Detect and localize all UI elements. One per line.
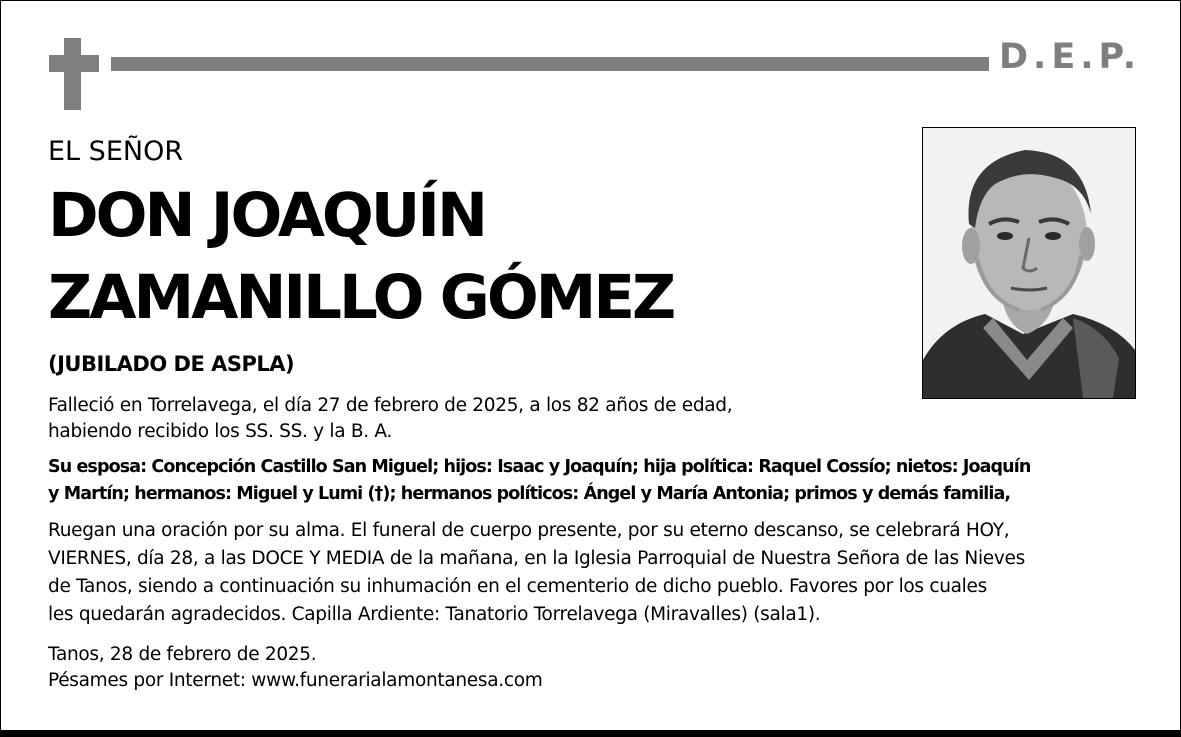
- funeral-line: les quedarán agradecidos. Capilla Ardiente: Tanatorio Torrelavega (Miravalles) (sala1).: [48, 604, 821, 625]
- death-paragraph: [48, 393, 732, 445]
- funeral-line: Ruegan una oración por su alma. El funeral de cuerpo presente, por su eterno descanso, se celebrará HOY,: [48, 520, 1010, 541]
- family-paragraph: [48, 454, 1030, 508]
- footer-paragraph: [48, 642, 542, 694]
- deceased-role: (JUBILADO DE ASPLA): [48, 352, 295, 376]
- portrait-photo: [922, 127, 1136, 399]
- death-line: Falleció en Torrelavega, el día 27 de febrero de 2025, a los 82 años de edad,: [48, 395, 733, 416]
- honorific: EL SEÑOR: [48, 136, 184, 167]
- dep-label: D.E.P.: [999, 37, 1142, 77]
- deceased-name-line2: ZAMANILLO GÓMEZ: [48, 262, 674, 333]
- place-date-line: Tanos, 28 de febrero de 2025.: [48, 644, 317, 665]
- deceased-name-line1: DON JOAQUÍN: [48, 180, 486, 251]
- death-line: habiendo recibido los SS. SS. y la B. A.: [48, 421, 393, 442]
- header-rule: [111, 57, 989, 71]
- condolences-line: Pésames por Internet: www.funerarialamontanesa.com: [48, 670, 543, 691]
- family-line: Su esposa: Concepción Castillo San Miguel; hijos: Isaac y Joaquín; hija política: Raquel Cossío; nietos: Joaquín: [48, 457, 1031, 477]
- funeral-line: VIERNES, día 28, a las DOCE Y MEDIA de la mañana, en la Iglesia Parroquial de Nuestra Señora de las Nieves: [48, 548, 1025, 569]
- family-line: y Martín; hermanos: Miguel y Lumi (†); hermanos políticos: Ángel y María Antonia; primos y demás familia,: [48, 484, 1011, 504]
- funeral-paragraph: [48, 517, 1025, 629]
- funeral-line: de Tanos, siendo a continuación su inhumación en el cementerio de dicho pueblo. Favores por los cuales: [48, 576, 987, 597]
